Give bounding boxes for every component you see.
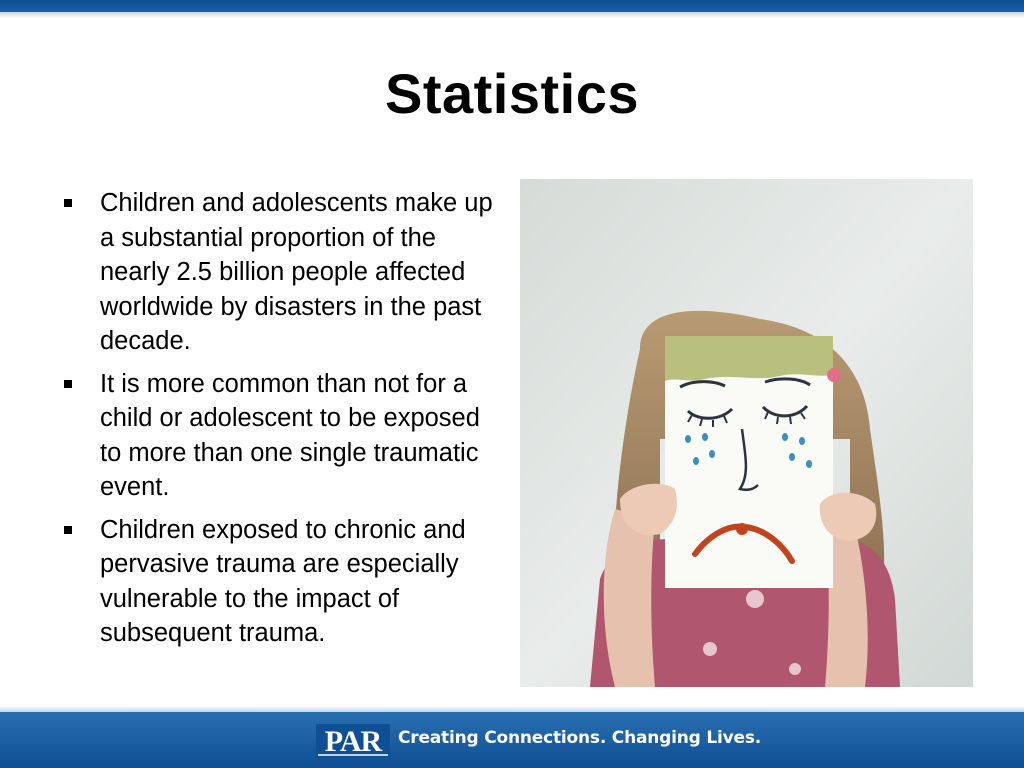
bullet-item	[58, 186, 498, 359]
bullet-text: Children exposed to chronic and pervasive trauma are especially vulnerable to the impact of subsequent trauma.	[100, 515, 466, 647]
top-header-bar	[0, 0, 1024, 12]
square-bullet-icon	[64, 199, 72, 207]
par-logo	[316, 724, 390, 758]
child-with-sad-face-drawing-photo	[520, 179, 973, 687]
bullet-text: Children and adolescents make up a substantial proportion of the nearly 2.5 billion people affected worldwide by disasters in the past decade.	[100, 189, 493, 355]
footer-tagline: Creating Connections. Changing Lives.	[398, 728, 761, 748]
square-bullet-icon	[64, 380, 72, 388]
bullet-item	[58, 513, 498, 651]
top-header-shadow	[0, 12, 1024, 18]
bullet-list	[58, 186, 498, 659]
square-bullet-icon	[64, 526, 72, 534]
bullet-item	[58, 367, 498, 505]
bullet-text: It is more common than not for a child or adolescent to be exposed to more than one single traumatic event.	[100, 369, 480, 501]
slide-title: Statistics	[385, 62, 639, 125]
svg-text:PAR: PAR	[324, 725, 382, 758]
